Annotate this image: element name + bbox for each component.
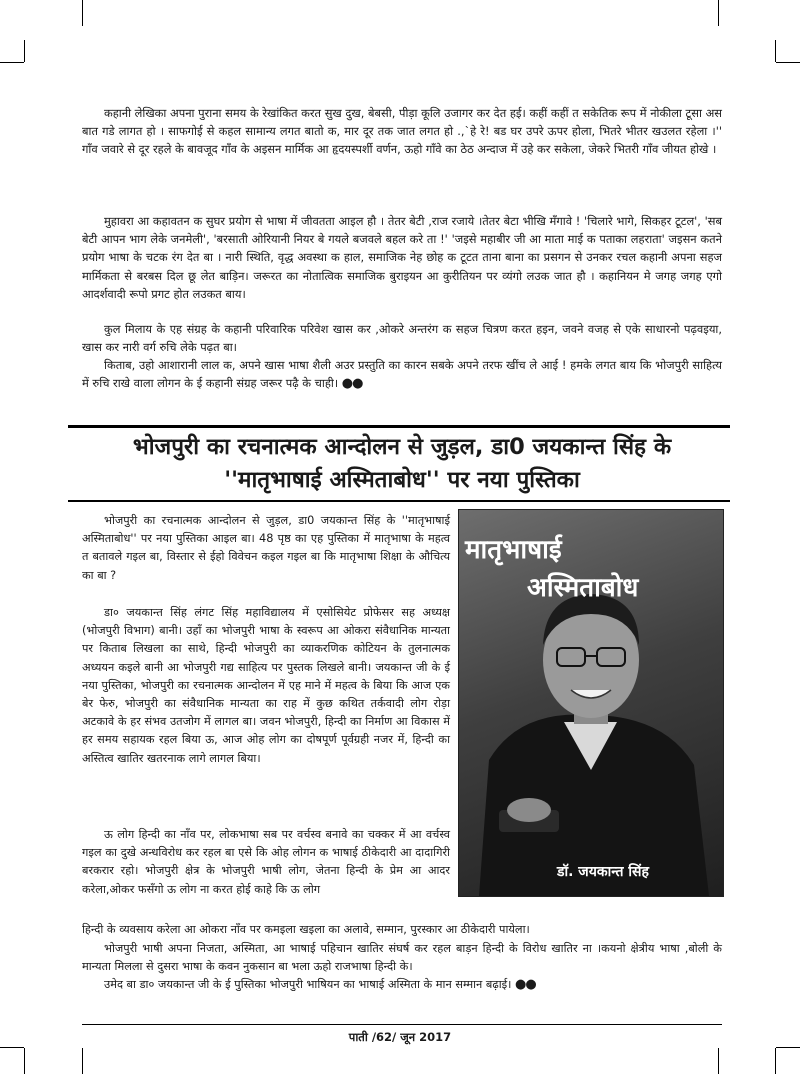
article-paragraph: ऊ लोग हिन्दी का नाँव पर, लोकभाषा सब पर वर्चस्व बनावे का चक्कर में आ वर्चस्व गइल का दुखे अन्धविरोध कर रहल बा एसे कि ओह लोगन क भाषाई ठीकेदारी आ दादागिरी बरकरार रहो। भोजपुरी क्षेत्र के भोजपुरी भाषी लोग, जेतना हिन्दी के प्रेम आ आदर करेला,ओकर फसँगो ऊ लोग ना करत होई काहे कि ऊ लोग — [82, 828, 450, 896]
review-paragraph-text: किताब, उहो आशारानी लाल क, अपने खास भाषा शैली अउर प्रस्तुति का कारन सबके अपने तरफ खींच ले आई ! हमके लगत बाय कि भोजपुरी साहित्य में रुचि राखे वाला लोगन के ई कहानी संग्रह जरूर पढ़ै के चाही। — [82, 358, 722, 391]
section-divider — [68, 425, 730, 428]
book-cover-image — [458, 509, 724, 897]
article-paragraph: हिन्दी के व्यवसाय करेला आ ओकरा नाँव पर कमइला खइला का अलावे, सम्मान, पुरस्कार आ ठीकेदारी पायेला। — [82, 923, 530, 936]
crop-mark — [24, 1048, 25, 1074]
footer-rule — [82, 1024, 722, 1025]
article-paragraph: भोजपुरी भाषी अपना निजता, अस्मिता, आ भाषाई पहिचान खातिर संघर्ष कर रहल बाड़न हिन्दी के विरोध खातिर ना ।कयनो क्षेत्रीय भाषा ,बोली के मान्यता मिलला से दुसरा भाषा के कवन नुकसान बा भला ऊहो राजभाषा हिन्दी के। — [82, 942, 722, 974]
crop-mark — [776, 1047, 800, 1048]
headline-line: भोजपुरी का रचनात्मक आन्दोलन से जुड़ल, डा0 जयकान्त सिंह के — [132, 434, 672, 460]
review-paragraph — [82, 356, 722, 393]
review-paragraph: मुहावरा आ कहावतन क सुघर प्रयोग से भाषा में जीवतता आइल हौ । तेतर बेटी ,राज रजाये ।तेतर बेटा भीखि मँगावे ! 'चिलारे भागे, सिकहर टूटल', 'सब बेटी आपन भाग लेके जनमेली', 'बरसाती ओरियानी नियर बे गयले बजवले बहल करे ता !' 'जइसे महाबीर जी आ माता माई क पताका लहराता' जइसन कतने प्रयोग भाषा के चटक रंग देत बा । नारी स्थिति, वृद्ध अवस्था क हाल, समाजिक नेह छोह क टूटत ताना बाना का प्रसगन से उनकर रचल कहानी अपना सहज मार्मिकता से बरबस दिल छू लेत बाड़िन। जरूरत का नोतात्विक समाजिक बुराइयन आ कुरीतियन पर व्यंगो लउक जात हौ । कहानियन मे जगह जगह एगो आदर्शवादी रूपो प्रगट होत लउकत बाय। — [82, 214, 722, 301]
crop-mark — [24, 40, 25, 62]
crop-mark — [718, 0, 719, 26]
article-paragraph: डा० जयकान्त सिंह लंगट सिंह महाविद्यालय में एसोसियेट प्रोफेसर सह अध्यक्ष (भोजपुरी विभाग) बानी। उहाँ का भोजपुरी भाषा के स्वरूप आ ओकरा संवैधानिक मान्यता पर किताब लिखला का साथे, हिन्दी भोजपुरी का व्याकरणिक कोटियन के तुलनात्मक अध्ययन कइले बानी आ भोजपुरी गद्य साहित्य पर पुस्तक लिखले बानी। जयकान्त जी के ई नया पुस्तिका, भोजपुरी का रचनात्मक आन्दोलन में एह माने में महत्व के बिया कि आज एक बेर फेरु, भोजपुरी का संवैधानिक मान्यता का राह में कुछ कथित तर्कवादी लोग रोड़ा अटकावे के हर संभव उतजोग में लागल बा। जवन भोजपुरी, हिन्दी का निर्माण आ विकास में हर समय सहायक रहल बिया ऊ, आज ओह लोग का दोषपूर्ण पूर्वग्रही नजर में, हिन्दी का अस्तित्व खातिर खतरनाक लागे लागल बिया। — [82, 606, 450, 765]
crop-mark — [776, 62, 800, 63]
crop-mark — [775, 1048, 776, 1074]
article-paragraph-text: उमेद बा डा० जयकान्त जी के ई पुस्तिका भोजपुरी भाषियन का भाषाई अस्मिता के मान सम्मान बढ़ाई। — [104, 978, 512, 991]
cover-author-name: डॉ. जयकान्त सिंह — [557, 864, 649, 880]
headline-line: ''मातृभाषाई अस्मिताबोध'' पर नया पुस्तिका — [224, 467, 580, 493]
cover-title: मातृभाषाई — [465, 535, 562, 565]
crop-mark — [718, 1048, 719, 1074]
crop-mark — [775, 40, 776, 62]
crop-mark — [82, 0, 83, 26]
article-headline — [72, 431, 732, 497]
section-divider — [68, 500, 730, 502]
crop-mark — [0, 1047, 24, 1048]
crop-mark — [0, 62, 24, 63]
crop-mark — [82, 1048, 83, 1074]
article-paragraph: भोजपुरी का रचनात्मक आन्दोलन से जुड़ल, डा0 जयकान्त सिंह के ''मातृभाषाई अस्मिताबोध'' पर नया पुस्तिका आइल बा। 48 पृष्ठ का एह पुस्तिका में मातृभाषा के महत्व त बतावले गइल बा, विस्तार से ईहो विवेचन कइल गइल बा कि मातृभाषा शिक्षा के औचित्य का बा ? — [82, 514, 450, 582]
review-paragraph: कहानी लेखिका अपना पुराना समय के रेखांकित करत सुख दुख, बेबसी, पीड़ा कूलि उजागर कर देत हई। कहीं कहीं त सकेतिक रूप में नोकीला टूसा अस बात गडे लागत हो । साफगोई से कहल सामान्य लगत बातो क, मार दूर तक जात लगत हो .,`हे रे! बड घर उपरे ऊपर होला, भितरे भीतर खउलत रहेला ।'' गाँव जवारे से दूर रहले के बावजूद गाँव के अइसन मार्मिक आ हृदयस्पर्शी वर्णन, ऊहो गाँवे का ठेठ अन्दाज में उहे कर सकेला, जेकरे भितरी गाँव जीयत होखे । — [82, 106, 722, 157]
article-paragraph — [82, 976, 722, 994]
page-footer: पाती /62/ जून 2017 — [348, 1030, 452, 1044]
review-paragraph: कुल मिलाय के एह संग्रह के कहानी परिवारिक परिवेश खास कर ,ओकरे अन्तरंग क सहज चित्रण करत हइन, जवने वजह से एके साधारनो पढ़वइया, खास कर नारी वर्ग रुचि लेके पढ़त बा। — [82, 322, 722, 355]
cover-subtitle: अस्मिताबोध — [527, 573, 639, 603]
end-mark: ●● — [341, 376, 363, 392]
end-mark: ●● — [515, 977, 536, 992]
